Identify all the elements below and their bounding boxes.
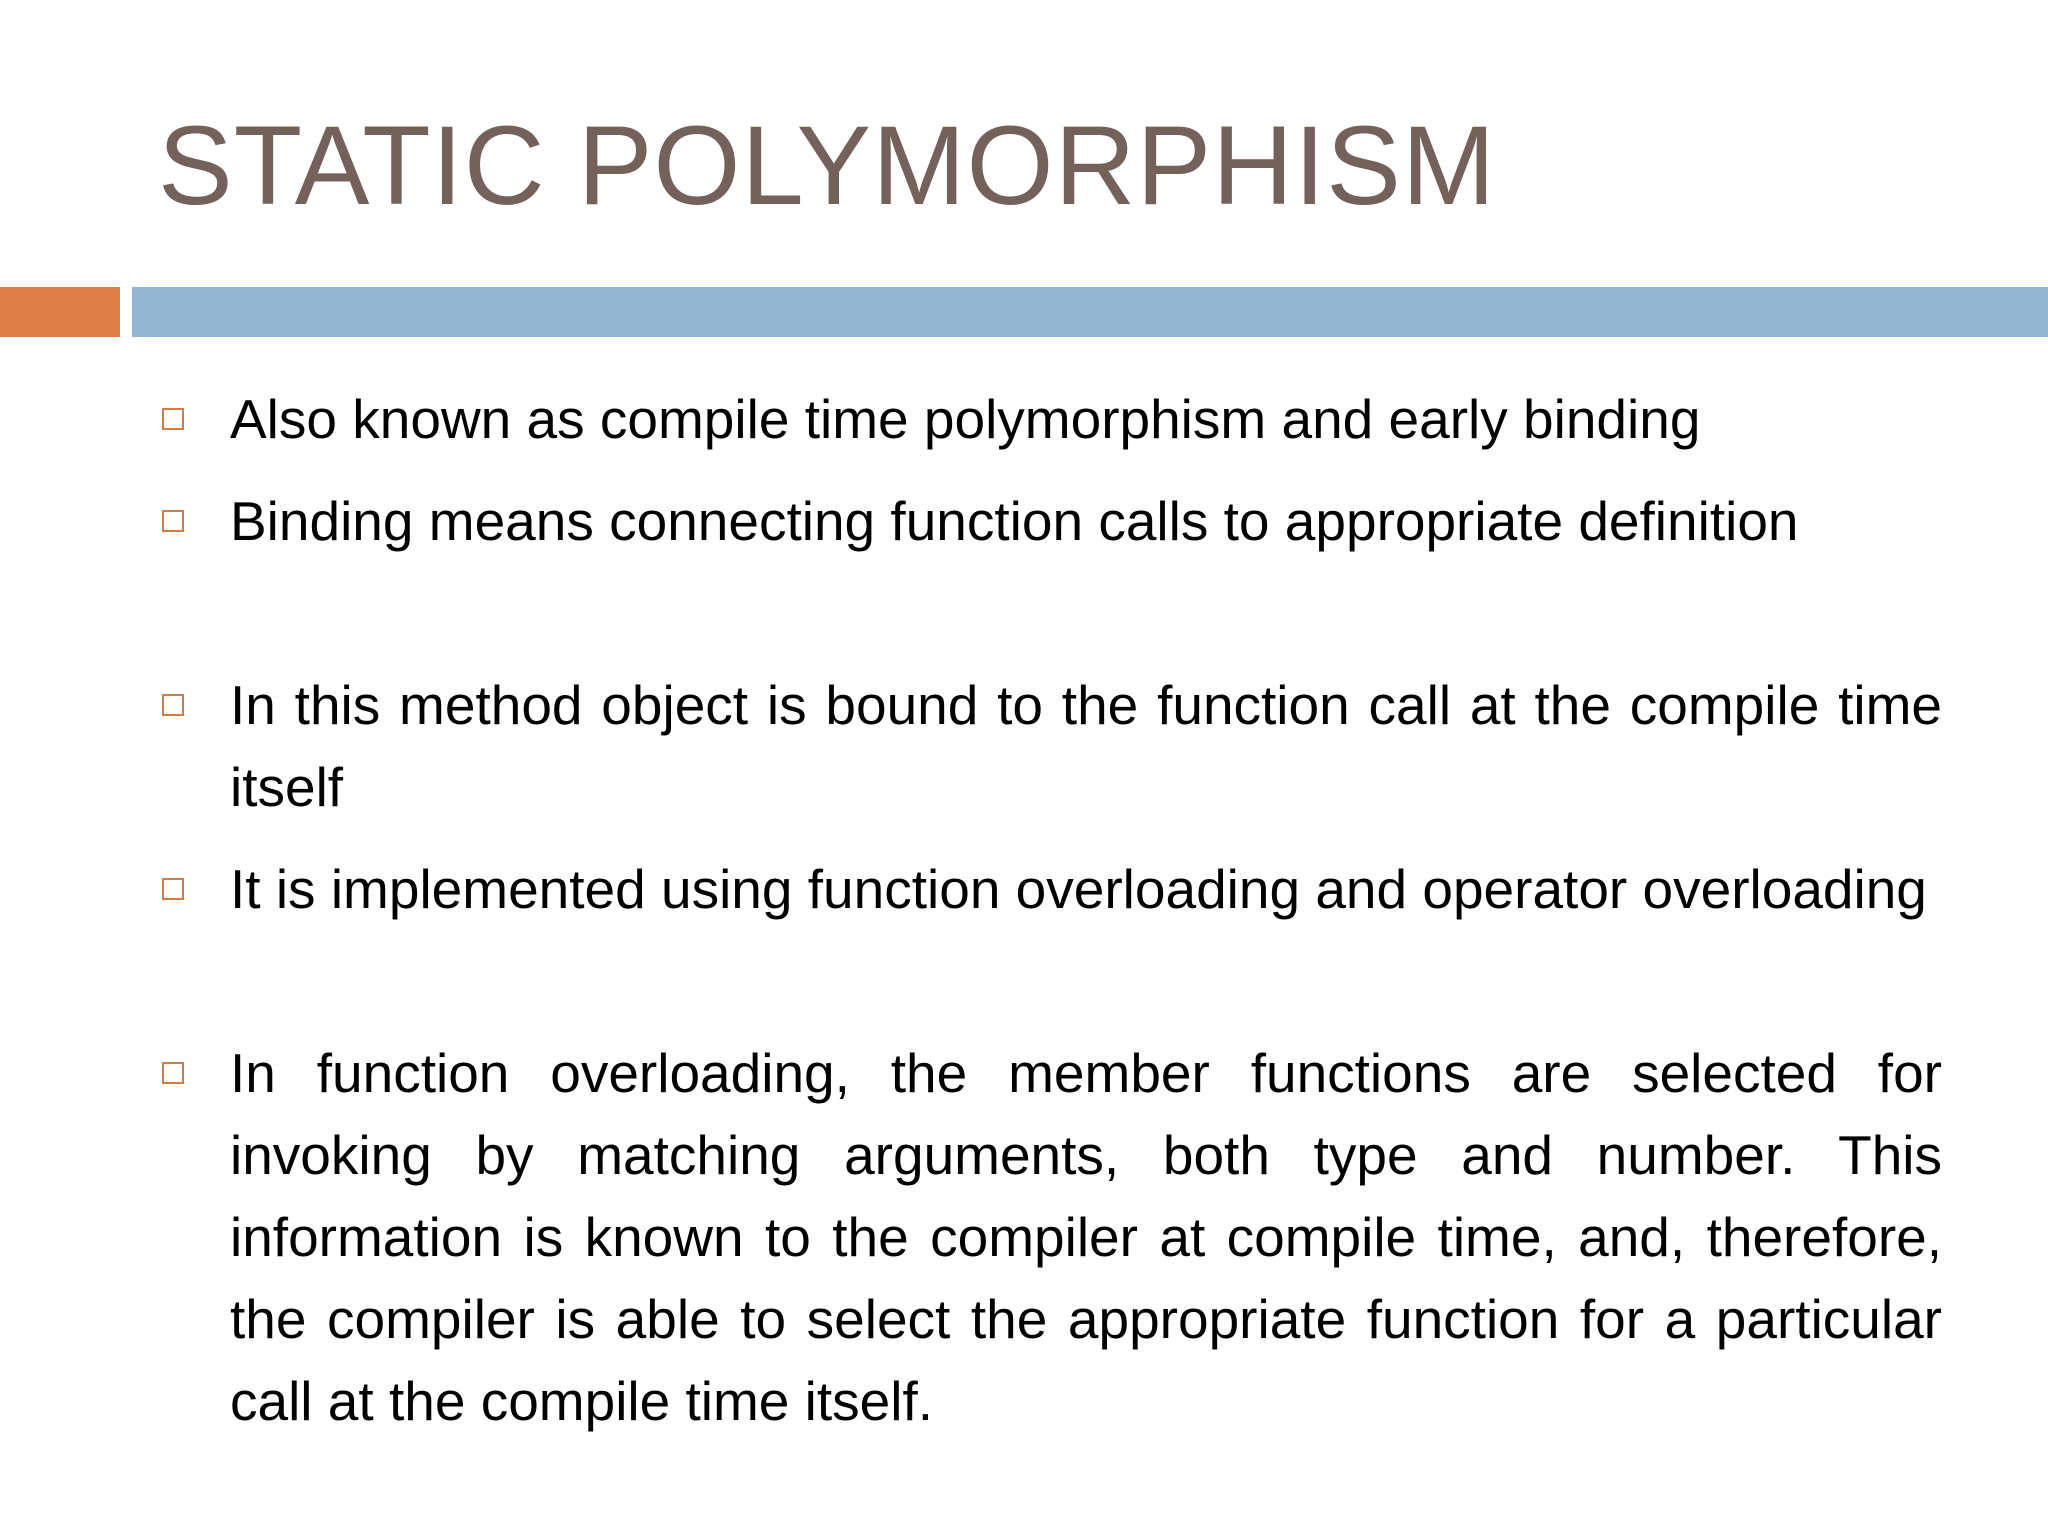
bullet-marker-icon — [162, 408, 184, 430]
bullet-text: Binding means connecting function calls to appropriate definition — [230, 490, 1799, 552]
bullet-marker-icon — [162, 694, 184, 716]
slide-title: STATIC POLYMORPHISM — [158, 103, 1497, 228]
bullet-marker-icon — [162, 878, 184, 900]
bullet-text: In this method object is bound to the function call at the compile time itself — [230, 674, 1942, 818]
bullet-marker-icon — [162, 510, 184, 532]
bullet-marker-icon — [162, 1062, 184, 1084]
bullet-text: Also known as compile time polymorphism and early binding — [230, 388, 1701, 450]
bullet-text: It is implemented using function overloading and operator overloading — [230, 858, 1927, 920]
bullet-text: In function overloading, the member functions are selected for invoking by matching arguments, both type and number. This information is known to the compiler at compile time, and, therefore, the compiler is able to select the appropriate function for a particular call at the compile time itself. — [230, 1042, 1942, 1432]
